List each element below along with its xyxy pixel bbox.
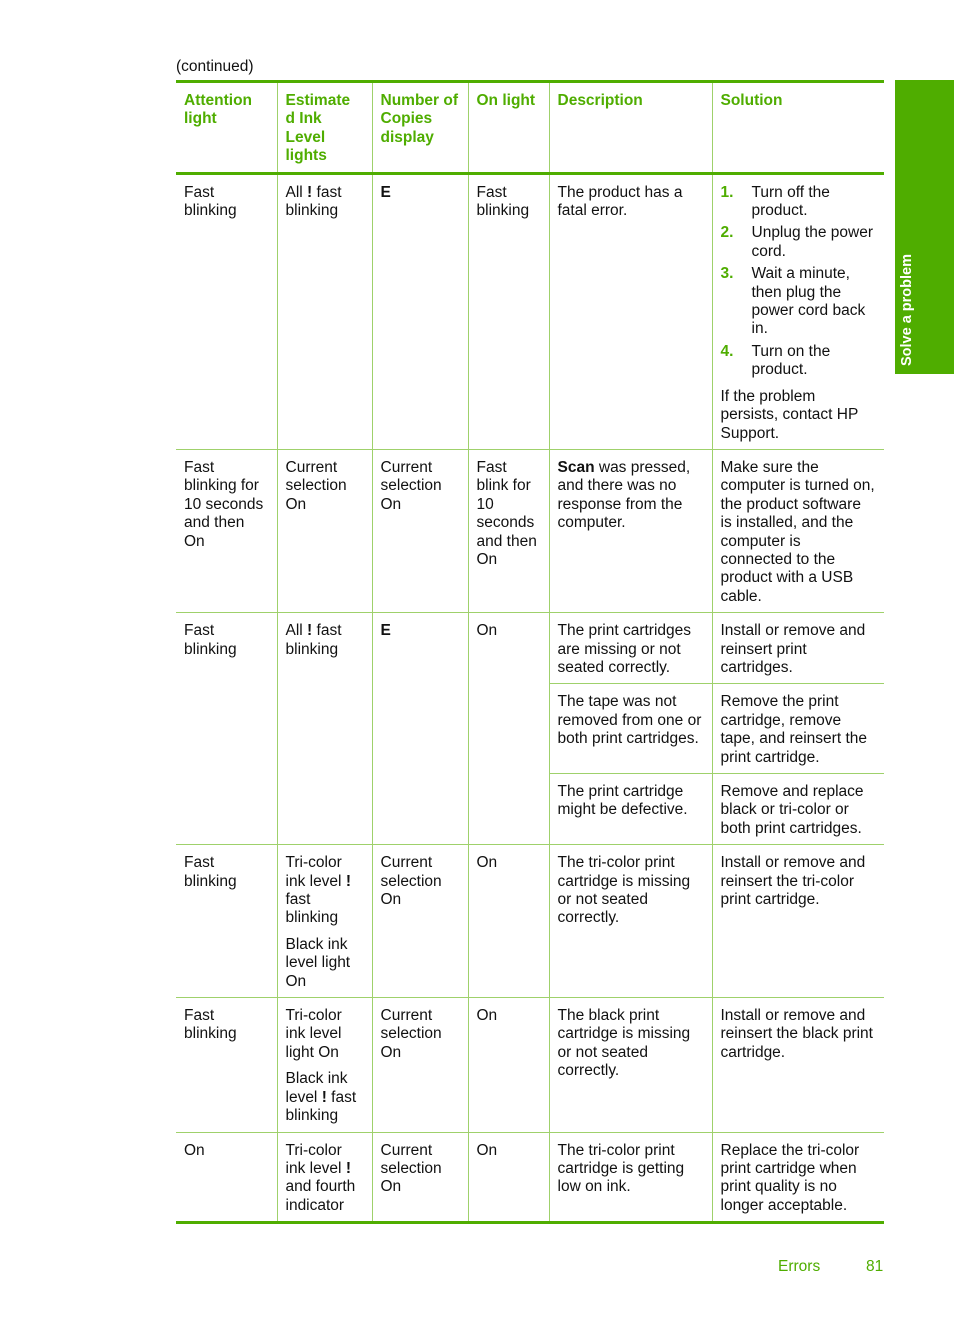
list-item: 4. Turn on the product. — [720, 342, 831, 379]
ink-line: Black ink level ! fast blinking — [285, 1070, 357, 1125]
continued-label: (continued) — [176, 58, 254, 75]
cell-copies: Current selection On — [372, 998, 468, 1132]
cell-ink-level: Current selection On — [277, 449, 372, 612]
status-light-table — [176, 80, 884, 1224]
cell-copies: Current selection On — [372, 845, 468, 998]
cell-attention: Fast blinking — [176, 845, 277, 998]
cell-solution: Replace the tri-color print cartridge when print quality is no longer acceptable. — [712, 1132, 884, 1223]
header-attention-light: Attention light — [184, 92, 253, 128]
cell-attention: Fast blinking for 10 seconds and then On — [176, 449, 277, 612]
cell-ink-level — [277, 845, 372, 998]
cell-description: Scan was pressed, and there was no response from the computer. — [549, 449, 712, 612]
cell-ink-level: All ! fast blinking — [277, 613, 372, 845]
cell-solution: Install or remove and reinsert print cartridges. — [712, 613, 884, 684]
scan-keyword: Scan — [557, 458, 595, 476]
side-tab-label: Solve a problem — [899, 253, 915, 366]
table-row — [176, 1132, 884, 1223]
cell-solution: Install or remove and reinsert the black print cartridge. — [712, 998, 884, 1132]
cell-description: The tri-color print cartridge is missing or not seated correctly. — [549, 845, 712, 998]
cell-description: The print cartridge might be defective. — [549, 774, 712, 845]
table-row — [176, 173, 884, 449]
header-copies-display: Number of Copies display — [372, 82, 468, 174]
solution-note: If the problem persists, contact HP Support. — [720, 387, 859, 442]
ink-line: Tri-color ink level ! fast blinking — [285, 854, 351, 927]
ink-line: Tri-color ink level light On — [285, 1007, 342, 1061]
cell-description: The tri-color print cartridge is getting low on ink. — [549, 1132, 712, 1223]
cell-on-light: On — [468, 613, 549, 845]
cell-attention: Fast blinking — [176, 998, 277, 1132]
header-description: Description — [549, 82, 712, 174]
cell-solution: Install or remove and reinsert the tri-color print cartridge. — [712, 845, 884, 998]
table-row — [176, 845, 884, 998]
cell-description: The black print cartridge is missing or not seated correctly. — [549, 998, 712, 1132]
cell-description: The print cartridges are missing or not seated correctly. — [549, 613, 712, 684]
cell-solution: Remove the print cartridge, remove tape, and reinsert the print cartridge. — [712, 684, 884, 774]
header-ink-level-lights: Estimate d Ink Level lights — [277, 82, 372, 174]
cell-copies: E — [372, 173, 468, 449]
cell-description: The product has a fatal error. — [549, 173, 712, 449]
page-number: 81 — [866, 1258, 884, 1275]
table-header-row — [176, 82, 884, 174]
cell-copies: E — [372, 613, 468, 845]
header-solution: Solution — [712, 82, 884, 174]
list-item: 1. Turn off the product. — [720, 183, 830, 220]
cell-solution — [712, 173, 884, 449]
cell-on-light: Fast blink for 10 seconds and then On — [468, 449, 549, 612]
cell-attention: On — [176, 1132, 277, 1223]
cell-on-light: On — [468, 845, 549, 998]
cell-attention: Fast blinking — [184, 183, 237, 220]
table-row — [176, 998, 884, 1132]
cell-ink-level — [277, 998, 372, 1132]
cell-description: The tape was not removed from one or both print cartridges. — [549, 684, 712, 774]
cell-on-light: On — [468, 998, 549, 1132]
list-item: 3. Wait a minute, then plug the power cord back in. — [720, 265, 866, 338]
cell-copies: Current selection On — [372, 449, 468, 612]
section-side-tab — [895, 80, 954, 374]
cell-ink-level: All ! fast blinking — [277, 173, 372, 449]
cell-solution: Make sure the computer is turned on, the product software is installed, and the computer is connected to the product with a USB cable. — [712, 449, 884, 612]
footer-section-label: Errors — [778, 1258, 821, 1275]
solution-steps — [721, 184, 877, 380]
cell-ink-level: Tri-color ink level ! and fourth indicator — [277, 1132, 372, 1223]
cell-attention: Fast blinking — [176, 613, 277, 845]
table-row — [176, 449, 884, 612]
cell-copies: Current selection On — [372, 1132, 468, 1223]
table-row — [176, 613, 884, 684]
header-on-light: On light — [468, 82, 549, 174]
cell-on-light: On — [468, 1132, 549, 1223]
cell-solution: Remove and replace black or tri-color or both print cartridges. — [712, 774, 884, 845]
cell-on-light: Fast blinking — [468, 173, 549, 449]
list-item: 2. Unplug the power cord. — [720, 224, 873, 260]
ink-line: Black ink level light On — [285, 935, 351, 990]
